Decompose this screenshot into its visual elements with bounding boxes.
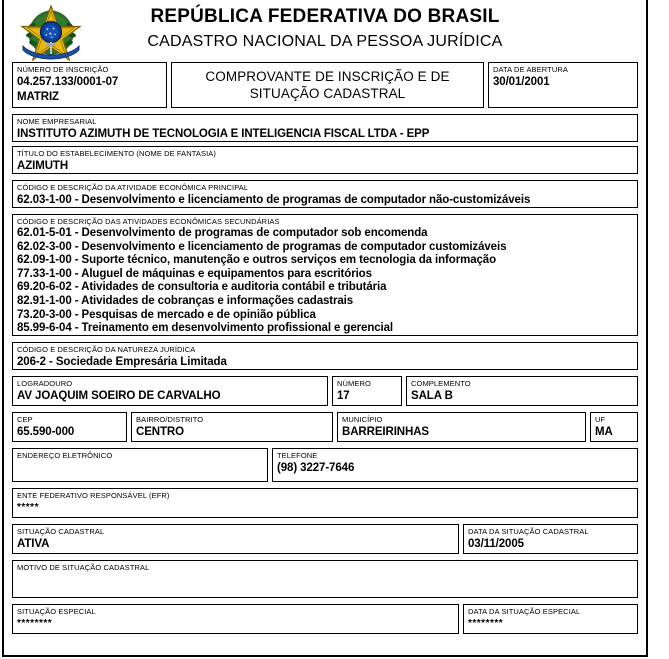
field-data-situacao-especial (463, 604, 638, 634)
postal-code: 65.590-000 (17, 426, 75, 438)
establishment-type: MATRIZ (17, 91, 59, 103)
list-item: 85.99-6-04 - Treinamento em desenvolvimento profissional e gerencial (17, 322, 394, 335)
list-item: 62.09-1-00 - Suporte técnico, manutenção e outros serviços em tecnologia da informação (17, 254, 497, 267)
field-bairro-distrito (131, 412, 333, 442)
field-label: LOGRADOURO (17, 379, 73, 388)
phone-number: (98) 3227-7646 (277, 462, 355, 474)
cnpj-number: 04.257.133/0001-07 (17, 76, 119, 88)
field-data-situacao-cadastral (463, 524, 638, 554)
field-situacao-especial (12, 604, 459, 634)
document-type-text: COMPROVANTE DE INSCRIÇÃO E DE SITUAÇÃO CADASTRAL (205, 69, 450, 101)
field-label: DATA DE ABERTURA (493, 65, 568, 74)
field-label: TELEFONE (277, 451, 318, 460)
status-badge: ATIVA (17, 538, 50, 550)
field-label: BAIRRO/DISTRITO (136, 415, 204, 424)
field-label: MUNICÍPIO (342, 415, 383, 424)
field-label: DATA DA SITUAÇÃO ESPECIAL (468, 607, 581, 616)
list-item: 62.01-5-01 - Desenvolvimento de programas de computador sob encomenda (17, 227, 428, 239)
document-type-title (171, 62, 484, 108)
list-item: 77.33-1-00 - Aluguel de máquinas e equipamentos para escritórios (17, 267, 372, 280)
field-label: NÚMERO (337, 379, 371, 388)
field-data-abertura (488, 62, 638, 108)
field-label: CÓDIGO E DESCRIÇÃO DAS ATIVIDADES ECONÔMICAS SECUNDÁRIAS (17, 217, 280, 226)
field-label: UF (595, 415, 606, 424)
field-situacao-cadastral (12, 524, 459, 554)
field-label: NÚMERO DE INSCRIÇÃO (17, 65, 109, 74)
company-name: INSTITUTO AZIMUTH DE TECNOLOGIA E INTELIGENCIA FISCAL LTDA - EPP (17, 128, 430, 140)
field-atividade-principal (12, 180, 638, 208)
document-masthead (12, 0, 638, 62)
trade-name: AZIMUTH (17, 160, 69, 172)
state-code: MA (595, 426, 613, 438)
field-label: MOTIVO DE SITUAÇÃO CADASTRAL (17, 563, 150, 572)
field-atividades-secundarias (12, 214, 638, 336)
district: CENTRO (136, 426, 184, 438)
field-label: COMPLEMENTO (411, 379, 471, 388)
special-status: ******** (17, 618, 53, 629)
field-label: ENTE FEDERATIVO RESPONSÁVEL (EFR) (17, 491, 170, 500)
field-complemento (406, 376, 638, 406)
list-item: 82.91-1-00 - Atividades de cobranças e informações cadastrais (17, 294, 354, 307)
field-label: TÍTULO DO ESTABELECIMENTO (NOME DE FANTASIA) (17, 149, 217, 158)
page-subtitle: CADASTRO NACIONAL DA PESSOA JURÍDICA (147, 33, 503, 50)
field-label: CÓDIGO E DESCRIÇÃO DA ATIVIDADE ECONÔMICA PRINCIPAL (17, 183, 249, 192)
field-motivo-situacao-cadastral (12, 560, 638, 598)
status-date: 03/11/2005 (468, 538, 524, 550)
field-cep (12, 412, 127, 442)
list-item: 62.02-3-00 - Desenvolvimento e licenciamento de programas de computador customizáveis (17, 240, 507, 253)
field-titulo-estabelecimento (12, 146, 638, 174)
field-logradouro (12, 376, 328, 406)
field-uf (590, 412, 638, 442)
efr-value: ***** (17, 502, 39, 513)
field-label: DATA DA SITUAÇÃO CADASTRAL (468, 527, 589, 536)
opening-date: 30/01/2001 (493, 76, 550, 88)
field-label: CEP (17, 415, 33, 424)
field-label: NOME EMPRESARIAL (17, 117, 97, 126)
field-natureza-juridica (12, 342, 638, 370)
header-strip (12, 62, 638, 108)
coat-of-arms-icon (20, 2, 82, 62)
field-municipio (337, 412, 586, 442)
special-status-date: ******** (468, 618, 504, 629)
address-complement: SALA B (411, 390, 453, 402)
field-ente-federativo-responsavel (12, 488, 638, 518)
field-label: CÓDIGO E DESCRIÇÃO DA NATUREZA JURÍDICA (17, 345, 196, 354)
street-address: AV JOAQUIM SOEIRO DE CARVALHO (17, 390, 221, 402)
street-number: 17 (337, 390, 350, 402)
cnpj-document-page (2, 0, 648, 657)
municipality: BARREIRINHAS (342, 426, 429, 438)
field-endereco-eletronico (12, 448, 268, 482)
field-label: SITUAÇÃO CADASTRAL (17, 527, 105, 536)
primary-activity: 62.03-1-00 - Desenvolvimento e licenciamento de programas de computador não-customizáveis (17, 194, 531, 206)
field-telefone (272, 448, 638, 482)
secondary-activities-list (17, 227, 633, 336)
list-item: 73.20-3-00 - Pesquisas de mercado e de opinião pública (17, 308, 316, 321)
list-item: 69.20-6-02 - Atividades de consultoria e auditoria contábil e tributária (17, 281, 387, 294)
field-numero (332, 376, 402, 406)
field-label: SITUAÇÃO ESPECIAL (17, 607, 96, 616)
field-numero-inscricao (12, 62, 167, 108)
field-nome-empresarial (12, 114, 638, 142)
page-title: REPÚBLICA FEDERATIVA DO BRASIL (150, 6, 500, 27)
legal-nature: 206-2 - Sociedade Empresária Limitada (17, 356, 227, 368)
field-label: ENDEREÇO ELETRÔNICO (17, 451, 113, 460)
